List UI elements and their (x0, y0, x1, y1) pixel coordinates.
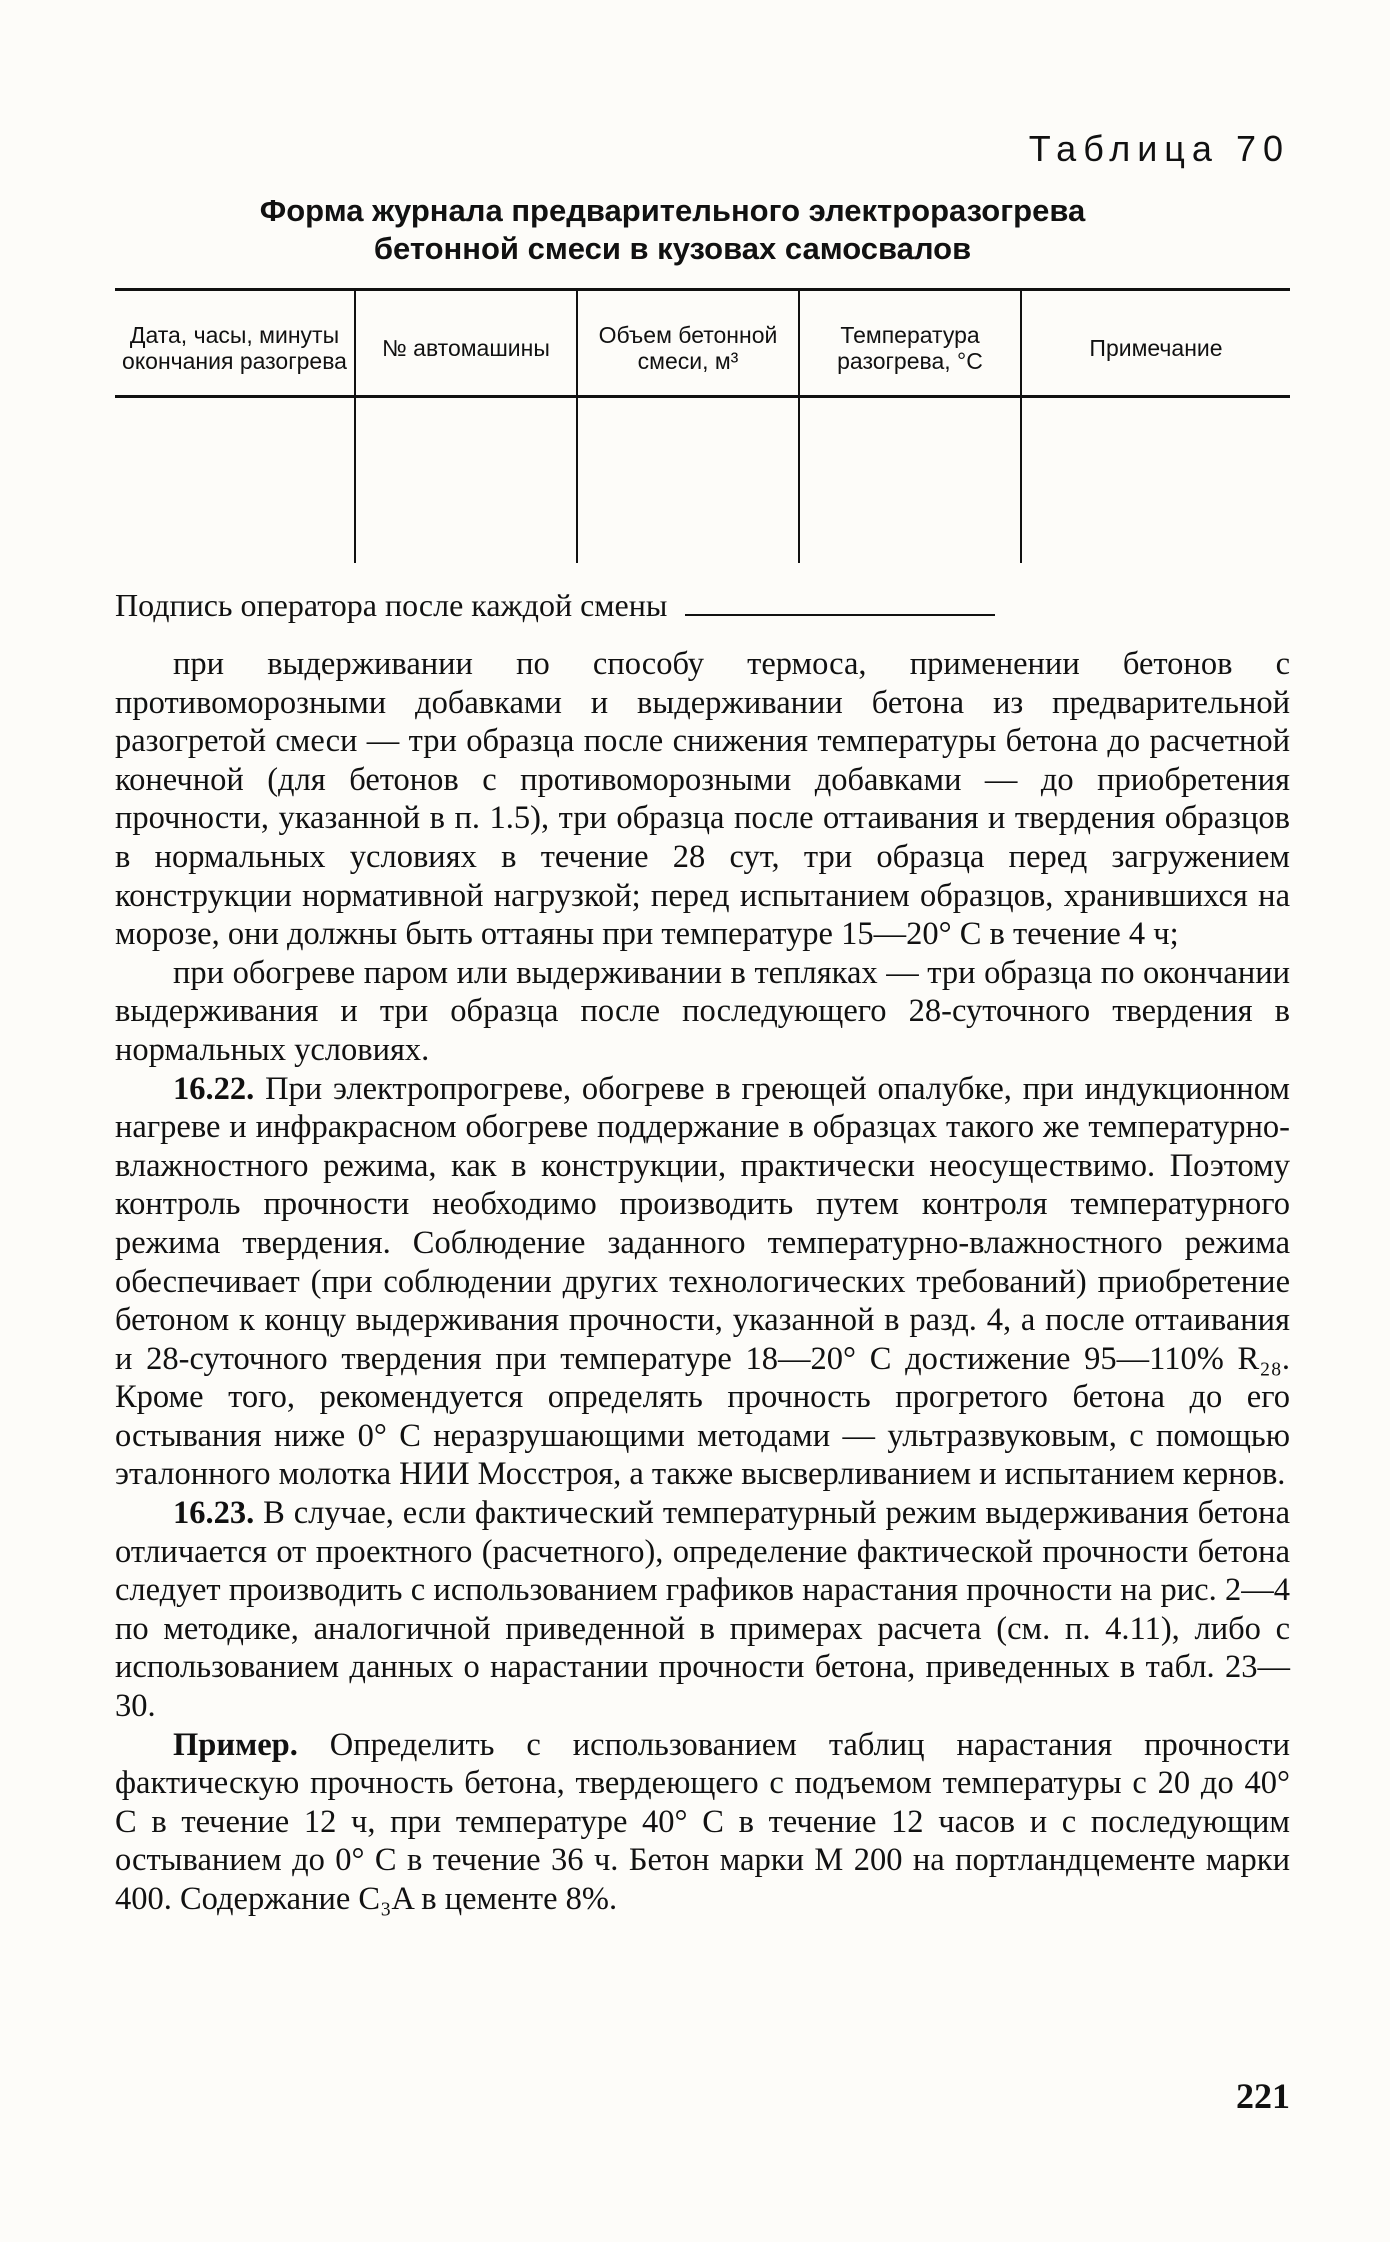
table-header-row (115, 290, 1290, 397)
table-title-line-2: бетонной смеси в кузовах самосвалов (373, 231, 972, 266)
table-cell (115, 397, 355, 564)
page-number: 221 (1236, 2076, 1290, 2116)
column-header-volume: Объем бетонной смеси, м³ (577, 290, 799, 397)
table-cell (1021, 397, 1290, 564)
paragraph (115, 1494, 1290, 1726)
body-text (115, 645, 1290, 1919)
paragraph (115, 645, 1290, 954)
paragraph-lead: Пример. (173, 1726, 298, 1763)
table-cell (577, 397, 799, 564)
paragraph-text: При электропрогреве, обогреве в греющей опалубке, при индукционном нагреве и инфракрасном обогреве поддержание в образцах такого же температурно-влажностного режима, как в конструкции, практически неосуществимо. Поэтому контроль прочности необходимо производить путем контроля температурного режима твердения. Соблюдение заданного температурно-влажностного режима обеспечивает (при соблюдении других технологических требований) приобретение бетоном к концу выдерживания прочности, указанной в разд. 4, а после оттаивания и 28-суточного твердения при температуре 18—20° С достижение 95—110% R₂₈. Кроме того, рекомендуется определять прочность прогретого бетона до его остывания ниже 0° С неразрушающими методами — ультразвуковым, с помощью эталонного молотка НИИ Мосстроя, а также высверливанием и испытанием кернов. (115, 1070, 1290, 1493)
signature-label: Подпись оператора после каждой смены (115, 587, 668, 623)
paragraph (115, 1726, 1290, 1919)
operator-signature (115, 585, 1290, 625)
table-cell (799, 397, 1021, 564)
page-content (115, 128, 1290, 1919)
paragraph-lead: 16.23. (173, 1495, 255, 1532)
paragraph (115, 1070, 1290, 1495)
column-header-note: Примечание (1021, 290, 1290, 397)
paragraph-text: при обогреве паром или выдерживании в тепляках — три образца по окончании выдерживания и три образца после последующего 28-суточного твердения в нормальных условиях. (115, 954, 1290, 1068)
journal-form-table (115, 288, 1290, 563)
column-header-temperature: Температура разогрева, °С (799, 290, 1021, 397)
table-title (115, 192, 1230, 268)
paragraph-text: В случае, если фактический температурный режим выдерживания бетона отличается от проектного (расчетного), определение фактической прочности бетона следует производить с использованием графиков нарастания прочности на рис. 2—4 по методике, аналогичной приведенной в примерах расчета (см. п. 4.11), либо с использованием данных о нарастании прочности бетона, приведенных в табл. 23—30. (115, 1495, 1290, 1725)
signature-line (685, 590, 995, 616)
table-empty-row (115, 397, 1290, 564)
paragraph-lead: 16.22. (173, 1070, 255, 1107)
paragraph (115, 954, 1290, 1070)
paragraph-text: при выдерживании по способу термоса, применении бетонов с противоморозными добавками и выдерживании бетона из предварительной разогретой смеси — три образца после снижения температуры бетона до расчетной конечной (для бетонов с противоморозными добавками — до приобретения прочности, указанной в п. 1.5), три образца после оттаивания и твердения образцов в нормальных условиях в течение 28 сут, три образца перед загружением конструкции нормативной нагрузкой; перед испытанием образцов, хранившихся на морозе, они должны быть оттаяны при температуре 15—20° С в течение 4 ч; (115, 646, 1290, 953)
table-number-label: Таблица 70 (1028, 128, 1290, 169)
table-title-line-1: Форма журнала предварительного электроразогрева (259, 193, 1086, 228)
paragraph-text: Определить с использованием таблиц нарастания прочности фактическую прочность бетона, твердеющего с подъемом температуры с 20 до 40° С в течение 12 ч, при температуре 40° С в течение 12 часов и с последующим остыванием до 0° С в течение 36 ч. Бетон марки М 200 на портландцементе марки 400. Содержание C₃A в цементе 8%. (115, 1726, 1290, 1917)
column-header-truck-number: № автомашины (355, 290, 577, 397)
column-header-date: Дата, часы, минуты окончания разогрева (115, 290, 355, 397)
table-cell (355, 397, 577, 564)
